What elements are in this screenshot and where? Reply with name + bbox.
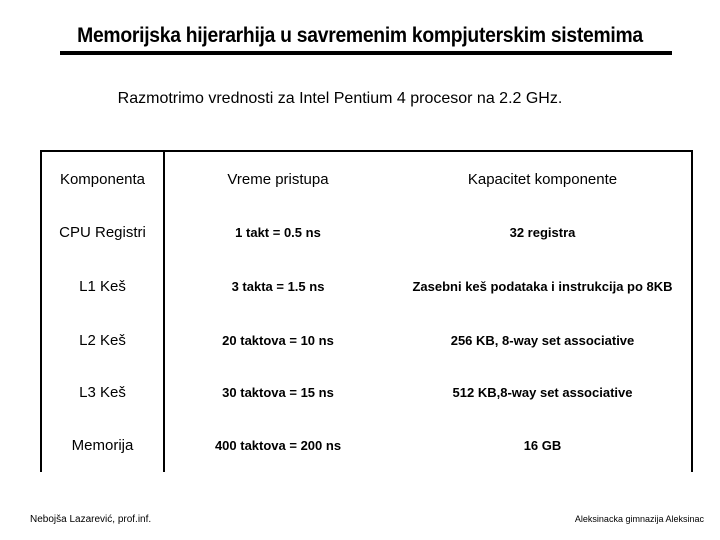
table-row	[42, 365, 692, 420]
slide-title: Memorijska hijerarhija u savremenim kompjuterskim sistemima	[77, 24, 643, 47]
title-underline	[60, 51, 672, 55]
slide-subtitle: Razmotrimo vrednosti za Intel Pentium 4 procesor na 2.2 GHz.	[117, 90, 563, 107]
row-capacity: 32 registra	[509, 225, 576, 240]
row-component: L3 Keš	[79, 384, 126, 401]
row-access-time: 1 takt = 0.5 ns	[235, 225, 321, 240]
row-component: L1 Keš	[79, 278, 126, 295]
table-row	[42, 205, 692, 260]
header-komponenta: Komponenta	[59, 171, 146, 188]
footer-school: Aleksinacka gimnazija Aleksinac	[574, 514, 704, 524]
row-capacity: 256 KB, 8-way set associative	[450, 333, 635, 348]
footer-author: Nebojša Lazarević, prof.inf.	[30, 514, 152, 525]
row-capacity: 16 GB	[523, 438, 562, 453]
table-row	[42, 313, 692, 368]
row-access-time: 30 taktova = 15 ns	[222, 385, 334, 400]
row-capacity: 512 KB,8-way set associative	[452, 385, 633, 400]
row-capacity: Zasebni keš podataka i instrukcija po 8KB	[412, 279, 673, 294]
row-access-time: 3 takta = 1.5 ns	[231, 279, 325, 294]
table-row	[42, 418, 692, 473]
table-header-row	[42, 152, 692, 207]
header-kapacitet: Kapacitet komponente	[467, 171, 618, 188]
table-row	[42, 259, 692, 314]
row-component: L2 Keš	[79, 332, 126, 349]
header-vreme-pristupa: Vreme pristupa	[227, 171, 329, 188]
row-access-time: 400 taktova = 200 ns	[214, 438, 342, 453]
memory-table	[40, 150, 693, 472]
row-access-time: 20 taktova = 10 ns	[222, 333, 334, 348]
row-component: Memorija	[71, 437, 134, 454]
row-component: CPU Registri	[59, 224, 146, 241]
